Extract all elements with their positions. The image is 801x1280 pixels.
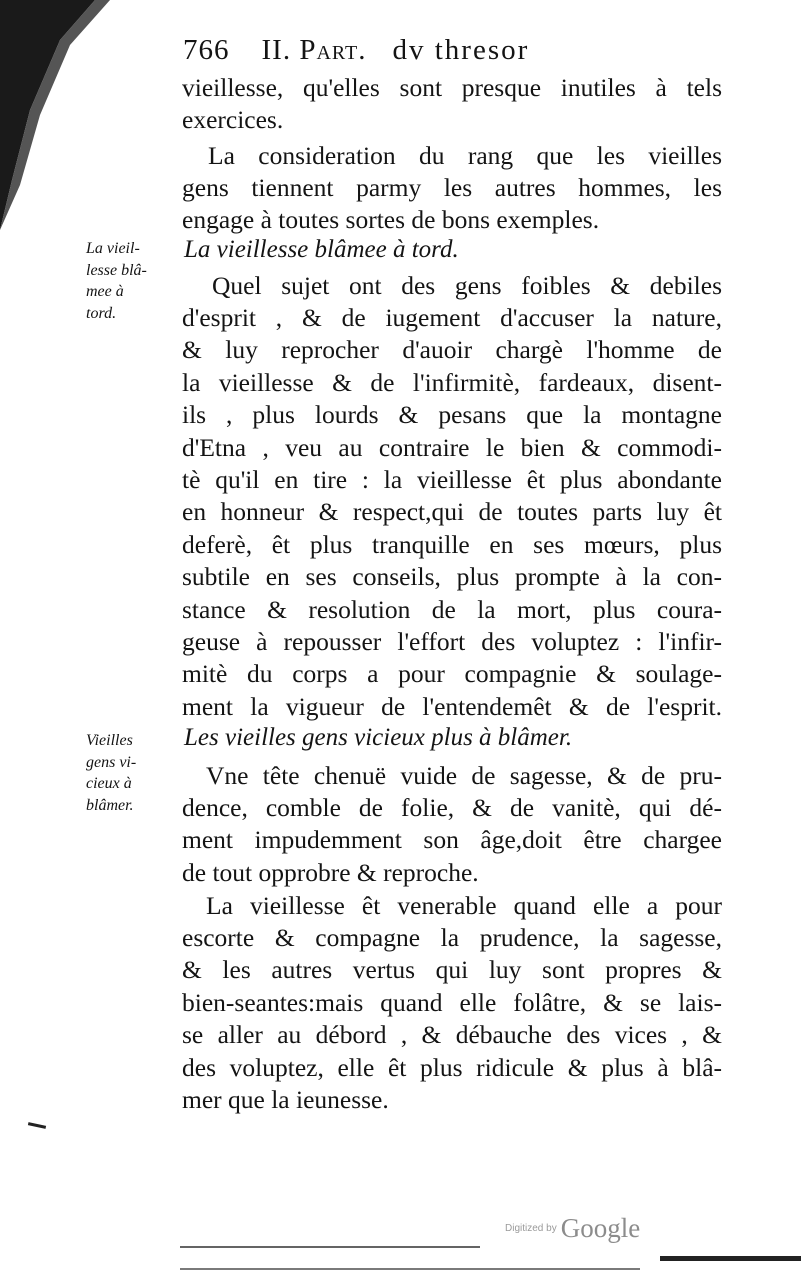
margin-note-line: tord. [86, 304, 117, 322]
text-line: ils , plus lourds & pesans que la montagne [182, 400, 722, 430]
paragraph-3-cont [182, 302, 722, 723]
scan-mark [28, 1122, 46, 1129]
section-heading: La vieillesse blâmee à tord. [184, 236, 459, 263]
paragraph-5-cont [182, 922, 722, 1116]
paragraph-2-cont [182, 172, 722, 237]
margin-note-line: mee à [86, 283, 124, 300]
running-header [183, 34, 743, 67]
text-line: en honneur & respect,qui de toutes parts luy êt [182, 497, 722, 527]
margin-note-line: La vieil- [86, 240, 140, 257]
margin-note-line: cieux à [86, 775, 132, 792]
text-line: ment la vigueur de l'entendemêt & de l'esprit. [182, 691, 722, 721]
text-line: mitè du corps a pour compagnie & soulage- [182, 659, 722, 689]
section-heading: Les vieilles gens vicieux plus à blâmer. [184, 724, 573, 751]
text-line: vieillesse, qu'elles sont presque inutiles à tels [182, 73, 722, 102]
text-line: La vieillesse êt venerable quand elle a pour [206, 891, 722, 920]
text-line: La consideration du rang que les vieilles [208, 141, 722, 170]
header-title: dv thresor [392, 34, 530, 66]
paragraph-3 [182, 270, 722, 302]
text-line: de tout opprobre & reproche. [182, 857, 479, 887]
text-line: engage à toutes sortes de bons exemples. [182, 205, 600, 235]
text-line: mer que la ieunesse. [182, 1085, 389, 1115]
scan-rule [180, 1268, 640, 1270]
margin-note [86, 238, 166, 324]
text-line: des voluptez, elle êt plus ridicule & plus à blâ- [182, 1052, 722, 1082]
text-line: se aller au débord , & débauche des vices , & [182, 1020, 722, 1050]
page-corner-shadow [0, 0, 110, 230]
text-line: stance & resolution de la mort, plus coura- [182, 594, 722, 624]
text-line: la vieillesse & de l'infirmitè, fardeaux, disent- [182, 367, 722, 397]
text-line: geuse à repousser l'effort des voluptez : l'infir- [182, 627, 722, 657]
text-line: bien-seantes:mais quand elle folâtre, & se lais- [182, 987, 722, 1017]
paragraph-2 [182, 140, 722, 172]
text-line: Quel sujet ont des gens foibles & debiles [212, 271, 722, 300]
margin-note-line: gens vi- [86, 753, 137, 771]
text-line: gens tiennent parmy les autres hommes, les [182, 173, 722, 202]
paragraph-1 [182, 72, 722, 137]
text-line: exercices. [182, 105, 284, 135]
text-line: deferè, êt plus tranquille en ses mœurs, plus [182, 529, 722, 559]
margin-note-line: blâmer. [86, 796, 134, 814]
text-line: subtile en ses conseils, plus prompte à la con- [182, 562, 722, 592]
text-line: ment impudemment son âge,doit être chargee [182, 825, 722, 855]
text-line: escorte & compagne la prudence, la sagesse, [182, 923, 722, 952]
margin-note-line: lesse blâ- [86, 261, 147, 279]
paragraph-4 [182, 760, 722, 792]
paragraph-4-cont [182, 792, 722, 889]
page-number: 766 [183, 34, 230, 66]
text-line: & luy reprocher d'auoir chargè l'homme de [182, 335, 722, 365]
google-logo: Google [560, 1213, 641, 1243]
text-line: d'Etna , veu au contraire le bien & commodi- [182, 432, 722, 462]
text-line: Vne tête chenuë vuide de sagesse, & de pru- [206, 761, 722, 790]
digitized-watermark [505, 1213, 640, 1244]
scan-rule [660, 1256, 801, 1261]
text-line: d'esprit , & de iugement d'accuser la nature, [182, 303, 722, 332]
margin-note [86, 730, 166, 816]
paragraph-5 [182, 890, 722, 922]
scan-rule [180, 1246, 480, 1248]
margin-note-line: Vieilles [86, 732, 133, 749]
header-part: II. Part. [261, 34, 367, 66]
text-line: tè qu'il en tire : la vieillesse êt plus abondante [182, 465, 722, 495]
text-line: & les autres vertus qui luy sont propres & [182, 955, 722, 985]
text-line: dence, comble de folie, & de vanitè, qui dé- [182, 793, 722, 822]
watermark-prefix: Digitized by [505, 1223, 557, 1234]
